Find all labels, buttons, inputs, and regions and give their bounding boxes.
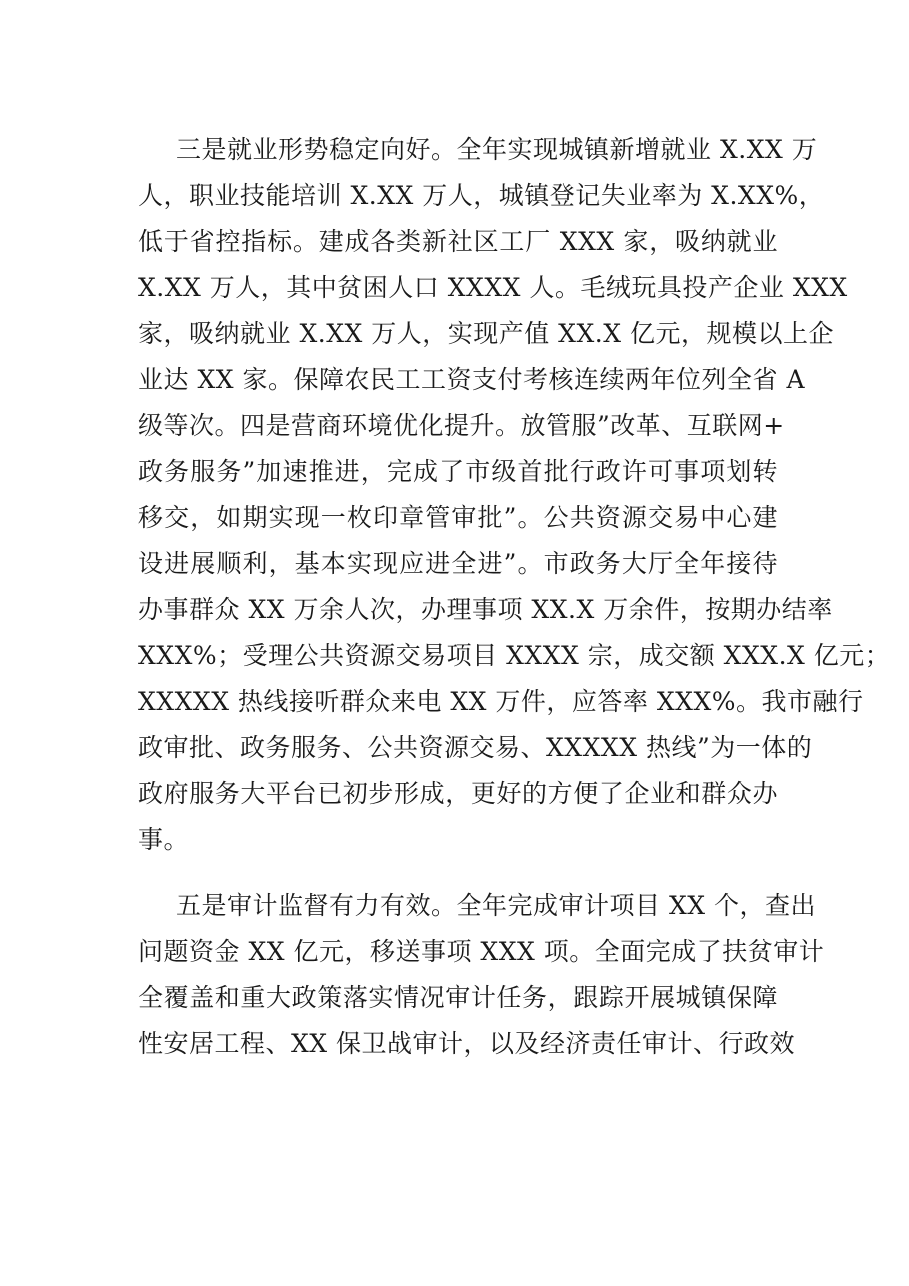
text-line: XXXXX 热线接听群众来电 XX 万件，应答率 XXX%。我市融行: [138, 687, 864, 716]
text-line: 家，吸纳就业 X.XX 万人，实现产值 XX.X 亿元，规模以上企: [138, 319, 834, 348]
text-line: 政府服务大平台已初步形成，更好的方便了企业和群众办: [138, 779, 778, 808]
text-line: 事。: [138, 825, 190, 854]
text-line: 人，职业技能培训 X.XX 万人，城镇登记失业率为 X.XX%，: [138, 181, 825, 210]
text-line: 移交，如期实现一枚印章管审批”。公共资源交易中心建: [138, 503, 778, 532]
text-line: 办事群众 XX 万余人次，办理事项 XX.X 万余件，按期办结率: [138, 595, 833, 624]
text-line: 低于省控指标。建成各类新社区工厂 XXX 家，吸纳就业: [138, 227, 778, 256]
text-line: XXX%；受理公共资源交易项目 XXXX 宗，成交额 XXX.X 亿元；: [138, 641, 891, 670]
text-line: 政审批、政务服务、公共资源交易、XXXXX 热线”为一体的: [138, 733, 813, 762]
text-line: 五是审计监督有力有效。全年完成审计项目 XX 个，查出: [176, 891, 816, 920]
text-line: 全覆盖和重大政策落实情况审计任务，跟踪开展城镇保障: [138, 983, 778, 1012]
text-line: 业达 XX 家。保障农民工工资支付考核连续两年位列全省 A: [138, 365, 805, 394]
text-line: 级等次。四是营商环境优化提升。放管服”改革、互联网+: [138, 411, 785, 440]
text-line: 设进展顺利，基本实现应进全进”。市政务大厅全年接待: [138, 549, 778, 578]
text-line: 问题资金 XX 亿元，移送事项 XXX 项。全面完成了扶贫审计: [138, 937, 825, 966]
text-line: 政务服务”加速推进，完成了市级首批行政许可事项划转: [138, 457, 778, 486]
text-line: X.XX 万人，其中贫困人口 XXXX 人。毛绒玩具投产企业 XXX: [138, 273, 848, 302]
text-line: 性安居工程、XX 保卫战审计，以及经济责任审计、行政效: [138, 1029, 796, 1058]
text-line: 三是就业形势稳定向好。全年实现城镇新增就业 X.XX 万: [176, 135, 818, 164]
